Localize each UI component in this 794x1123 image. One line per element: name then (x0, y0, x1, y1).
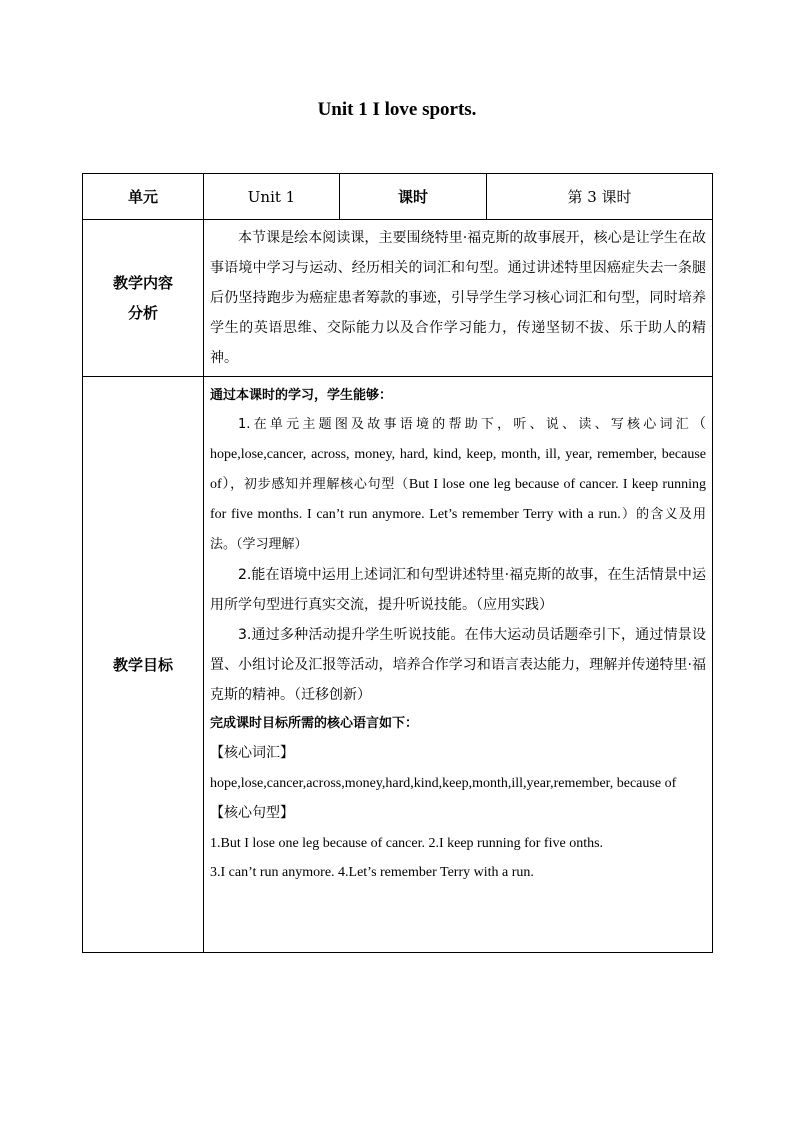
goal-1-text-3: ）的含义及用法。（学习理解） (210, 507, 706, 552)
analysis-label-line2: 分析 (127, 304, 158, 322)
vocab-list: hope,lose,cancer,across,money,hard,kind,keep,month,ill,year,remember, because of (210, 776, 677, 791)
goal-1-text-2: ，初步感知并理解核心句型（ (230, 477, 409, 492)
analysis-text: 本节课是绘本阅读课，主要围绕特里·福克斯的故事展开，核心是让学生在故事语境中学习与运动、经历相关的词汇和句型。通过讲述特里因癌症失去一条腿后仍坚持跑步为癌症患者筹款的事迹，引导学生学习核心词汇和句型，同时培养学生的英语思维、交际能力以及合作学习能力，传递坚韧不拔、乐于助人的精神。 (204, 220, 713, 377)
lesson-label: 课时 (340, 174, 487, 220)
lesson-value: 第 3 课时 (487, 174, 713, 220)
analysis-label (83, 220, 204, 377)
lesson-plan-table (82, 173, 713, 953)
pattern-heading: 【核心句型】 (210, 805, 294, 821)
goals-content (204, 377, 713, 953)
goal-1-vocab: （ hope,lose,cancer, across, money, hard, kind, keep, month, ill, year, remember, because of） (210, 417, 706, 492)
unit-value: Unit 1 (204, 174, 340, 220)
goals-row (83, 377, 713, 953)
goals-label: 教学目标 (83, 377, 204, 953)
vocab-heading: 【核心词汇】 (210, 745, 294, 761)
goal-2: 2.能在语境中运用上述词汇和句型讲述特里·福克斯的故事，在生活情景中运用所学句型进行真实交流，提升听说技能。（应用实践） (210, 567, 706, 613)
goal-1-sentences: But I lose one leg because of cancer. I keep running for five months. I can’t run anymore. Let’s remember Terry with a run. (210, 477, 706, 522)
pattern-line-1: 1.But I lose one leg because of cancer. 2.I keep running for five onths. (210, 836, 604, 851)
unit-label: 单元 (83, 174, 204, 220)
goals-intro: 通过本课时的学习，学生能够： (210, 388, 393, 403)
goal-1 (210, 410, 706, 560)
goal-3: 3.通过多种活动提升学生听说技能。在伟大运动员话题牵引下，通过情景设置、小组讨论及汇报等活动，培养合作学习和语言表达能力，理解并传递特里·福克斯的精神。（迁移创新） (210, 627, 706, 703)
core-language-intro: 完成课时目标所需的核心语言如下： (210, 716, 419, 731)
analysis-row (83, 220, 713, 377)
header-row (83, 174, 713, 220)
goal-1-text: 1.在单元主题图及故事语境的帮助下，听、说、读、写核心词汇 (238, 417, 692, 432)
page-title: Unit 1 I love sports. (317, 99, 477, 120)
pattern-line-2: 3.I can’t run anymore. 4.Let’s remember Terry with a run. (210, 865, 534, 880)
analysis-label-line1: 教学内容 (112, 274, 173, 292)
